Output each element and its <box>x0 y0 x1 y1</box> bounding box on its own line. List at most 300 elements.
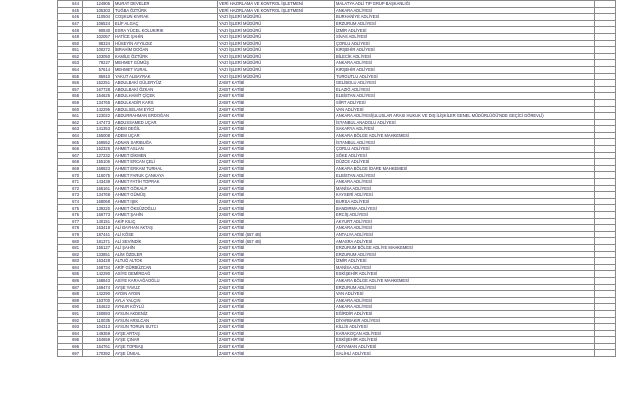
empty-cell <box>595 53 616 60</box>
row-number-cell: 683 <box>58 258 83 265</box>
registry-number-cell: 85910 <box>83 73 114 80</box>
registry-number-cell: 152326 <box>83 146 114 153</box>
empty-cell <box>595 113 616 120</box>
full-name-cell: AHMET FARUK ÇANKAYA <box>114 172 218 179</box>
table-row <box>58 7 616 14</box>
row-number-cell: 647 <box>58 20 83 27</box>
row-number-cell: 668 <box>58 159 83 166</box>
empty-cell <box>595 258 616 265</box>
table-row <box>58 179 616 186</box>
job-title-cell: ZABIT KATİBİ <box>218 99 335 106</box>
registry-number-cell: 141353 <box>83 126 114 133</box>
table-row <box>58 73 616 80</box>
row-number-cell: 653 <box>58 60 83 67</box>
registry-number-cell: 79227 <box>83 60 114 67</box>
row-number-cell: 665 <box>58 139 83 146</box>
empty-cell <box>595 179 616 186</box>
row-number-cell: 694 <box>58 330 83 337</box>
row-number-cell: 650 <box>58 40 83 47</box>
empty-cell <box>595 126 616 133</box>
empty-cell <box>595 264 616 271</box>
row-number-cell: 655 <box>58 73 83 80</box>
job-title-cell: ZABIT KATİBİ <box>218 212 335 219</box>
assigned-unit-cell: SİİRT ADLİYESİ <box>335 99 595 106</box>
registry-number-cell: 168068 <box>83 198 114 205</box>
assigned-unit-cell: ERZURUM BÖLGE ADLİYE MAHKEMESİ <box>335 244 595 251</box>
assigned-unit-cell: KİLLİS ADLİYESİ <box>335 324 595 331</box>
empty-cell <box>595 251 616 258</box>
registry-number-cell: 142290 <box>83 271 114 278</box>
empty-cell <box>595 60 616 67</box>
empty-cell <box>595 225 616 232</box>
job-title-cell: ZABIT KATİBİ <box>218 126 335 133</box>
job-title-cell: ZABIT KATİBİ (657 4B) <box>218 231 335 238</box>
row-number-cell: 654 <box>58 66 83 73</box>
job-title-cell: YAZI İŞLERİ MÜDÜRÜ <box>218 33 335 40</box>
registry-number-cell: 153700 <box>83 297 114 304</box>
table-row <box>58 225 616 232</box>
empty-cell <box>595 218 616 225</box>
registry-number-cell: 153428 <box>83 258 114 265</box>
empty-cell <box>595 238 616 245</box>
empty-cell <box>595 350 616 357</box>
assigned-unit-cell: KIRŞEHİR ADLİYESİ <box>335 66 595 73</box>
registry-number-cell: 140151 <box>83 218 114 225</box>
empty-cell <box>595 277 616 284</box>
registry-number-cell: 168843 <box>83 277 114 284</box>
assigned-unit-cell: ÇORLU ADLİYESİ <box>335 40 595 47</box>
registry-number-cell: 155008 <box>83 132 114 139</box>
job-title-cell: ZABIT KATİBİ <box>218 159 335 166</box>
full-name-cell: ASİYE DEMİRDAĞ <box>114 271 218 278</box>
row-number-cell: 678 <box>58 225 83 232</box>
row-number-cell: 697 <box>58 350 83 357</box>
row-number-cell: 692 <box>58 317 83 324</box>
table-row <box>58 343 616 350</box>
job-title-cell: VERİ HAZIRLAMA VE KONTROL İŞLETMENİ <box>218 7 335 14</box>
empty-cell <box>595 297 616 304</box>
full-name-cell: COŞKUN KIVRAK <box>114 14 218 21</box>
registry-number-cell: 149359 <box>83 330 114 337</box>
registry-number-cell: 104313 <box>83 324 114 331</box>
full-name-cell: AHMET IŞIK <box>114 198 218 205</box>
job-title-cell: ZABIT KATİBİ <box>218 198 335 205</box>
registry-number-cell: 154625 <box>83 93 114 100</box>
row-number-cell: 675 <box>58 205 83 212</box>
assigned-unit-cell: TURGUTLU ADLİYESİ <box>335 73 595 80</box>
full-name-cell: AHMET ERKAM TURHAL <box>114 165 218 172</box>
row-number-cell: 687 <box>58 284 83 291</box>
registry-number-cell: 152251 <box>83 80 114 87</box>
table-row <box>58 277 616 284</box>
assigned-unit-cell: ERZURUM ADLİYESİ <box>335 284 595 291</box>
registry-number-cell: 142295 <box>83 106 114 113</box>
job-title-cell: ZABIT KATİBİ <box>218 80 335 87</box>
row-number-cell: 652 <box>58 53 83 60</box>
job-title-cell: YAZI İŞLERİ MÜDÜRÜ <box>218 40 335 47</box>
assigned-unit-cell: VAN ADLİYESİ <box>335 291 595 298</box>
empty-cell <box>595 47 616 54</box>
full-name-cell: ALİ SEVİNDİK <box>114 238 218 245</box>
registry-number-cell: 133851 <box>83 251 114 258</box>
empty-cell <box>595 33 616 40</box>
row-number-cell: 644 <box>58 1 83 8</box>
assigned-unit-cell: SİVAS ADLİYESİ <box>335 33 595 40</box>
assigned-unit-cell: DİYARBAKIR ADLİYESİ <box>335 317 595 324</box>
row-number-cell: 663 <box>58 126 83 133</box>
job-title-cell: YAZI İŞLERİ MÜDÜRÜ <box>218 20 335 27</box>
empty-cell <box>595 86 616 93</box>
full-name-cell: AHMET GÖKALP <box>114 185 218 192</box>
registry-number-cell: 153418 <box>83 225 114 232</box>
assigned-unit-cell: ANKARA BÖLGE İDARE MAHKEMESİ <box>335 165 595 172</box>
row-number-cell: 688 <box>58 291 83 298</box>
full-name-cell: ALTUĞ ALTOK <box>114 258 218 265</box>
assigned-unit-cell: GELİBOLU ADLİYESİ <box>335 80 595 87</box>
row-number-cell: 695 <box>58 337 83 344</box>
full-name-cell: AHMET ÖKSÜZOĞLU <box>114 205 218 212</box>
job-title-cell: YAZI İŞLERİ MÜDÜRÜ <box>218 60 335 67</box>
row-number-cell: 656 <box>58 80 83 87</box>
job-title-cell: ZABIT KATİBİ <box>218 113 335 120</box>
full-name-cell: AYSUN ARSLCAN <box>114 317 218 324</box>
row-number-cell: 682 <box>58 251 83 258</box>
assigned-unit-cell: ANKARA BÖLGE ADLİYE MAHKEMESİ <box>335 132 595 139</box>
assigned-unit-cell: ESKİŞEHİR ADLİYESİ <box>335 337 595 344</box>
full-name-cell: İBRAHİM DOĞAN <box>114 47 218 54</box>
empty-cell <box>595 172 616 179</box>
table-row <box>58 139 616 146</box>
table-row <box>58 264 616 271</box>
assigned-unit-cell: BANDIRMA ADLİYESİ <box>335 205 595 212</box>
job-title-cell: ZABIT KATİBİ <box>218 225 335 232</box>
job-title-cell: ZABIT KATİBİ <box>218 119 335 126</box>
empty-cell <box>595 27 616 34</box>
row-number-cell: 670 <box>58 172 83 179</box>
registry-number-cell: 100272 <box>83 47 114 54</box>
table-row <box>58 244 616 251</box>
row-number-cell: 689 <box>58 297 83 304</box>
table-row <box>58 297 616 304</box>
registry-number-cell: 105303 <box>83 7 114 14</box>
assigned-unit-cell: ANKARA BÖLGE ADLİYE MAHKEMESİ <box>335 277 595 284</box>
row-number-cell: 671 <box>58 179 83 186</box>
job-title-cell: ZABIT KATİBİ <box>218 152 335 159</box>
assigned-unit-cell: ANKARA ADLİYESİ <box>335 60 595 67</box>
registry-number-cell: 127232 <box>83 152 114 159</box>
job-title-cell: ZABIT KATİBİ <box>218 205 335 212</box>
registry-number-cell: 143439 <box>83 179 114 186</box>
assigned-unit-cell: ERZURUM ADLİYESİ <box>335 251 595 258</box>
row-number-cell: 661 <box>58 113 83 120</box>
job-title-cell: ZABIT KATİBİ <box>218 258 335 265</box>
assigned-unit-cell: İSTANBUL ANADOLU ADLİYESİ <box>335 119 595 126</box>
job-title-cell: YAZI İŞLERİ MÜDÜRÜ <box>218 47 335 54</box>
table-row <box>58 53 616 60</box>
table-row <box>58 40 616 47</box>
row-number-cell: 672 <box>58 185 83 192</box>
table-row <box>58 185 616 192</box>
assigned-unit-cell: ANKARA ADLİYESİ(ULUSLAR ARASI HUKUK VE DIŞ İLİŞKİLER GENEL MÜDÜRLÜĞÜ'NDE GEÇİCİ GÖREVLİ) <box>335 113 595 120</box>
table-row <box>58 93 616 100</box>
full-name-cell: ABDULBAKİ ÖZKAN <box>114 86 218 93</box>
registry-number-cell: 167728 <box>83 86 114 93</box>
job-title-cell: ZABIT KATİBİ <box>218 146 335 153</box>
row-number-cell: 696 <box>58 343 83 350</box>
table-row <box>58 27 616 34</box>
assigned-unit-cell: ANKARA ADLİYESİ <box>335 304 595 311</box>
empty-cell <box>595 80 616 87</box>
empty-cell <box>595 212 616 219</box>
empty-cell <box>595 20 616 27</box>
table-row <box>58 238 616 245</box>
table-row <box>58 271 616 278</box>
registry-number-cell: 154761 <box>83 343 114 350</box>
registry-number-cell: 142290 <box>83 291 114 298</box>
registry-number-cell: 150893 <box>83 310 114 317</box>
empty-cell <box>595 205 616 212</box>
full-name-cell: ELİF ALGAÇ <box>114 20 218 27</box>
registry-number-cell: 154659 <box>83 337 114 344</box>
full-name-cell: ABDURRAHMAN ERDOĞAN <box>114 113 218 120</box>
table-row <box>58 310 616 317</box>
registry-number-cell: 166773 <box>83 212 114 219</box>
row-number-cell: 649 <box>58 33 83 40</box>
assigned-unit-cell: MANİSA ADLİYESİ <box>335 264 595 271</box>
assigned-unit-cell: ÇORLU ADLİYESİ <box>335 146 595 153</box>
assigned-unit-cell: ELBİSTAN ADLİYESİ <box>335 172 595 179</box>
table-row <box>58 337 616 344</box>
full-name-cell: AYŞE ÜNSAL <box>114 350 218 357</box>
row-number-cell: 673 <box>58 192 83 199</box>
job-title-cell: ZABIT KATİBİ <box>218 317 335 324</box>
full-name-cell: AHMET ŞAHİN <box>114 212 218 219</box>
full-name-cell: TUĞBA ÖZTÜRK <box>114 7 218 14</box>
assigned-unit-cell: KAYSERİ ADLİYESİ <box>335 192 595 199</box>
job-title-cell: ZABIT KATİBİ <box>218 297 335 304</box>
full-name-cell: AYŞE YAVUZ <box>114 284 218 291</box>
assigned-unit-cell: İZMİR ADLİYESİ <box>335 27 595 34</box>
registry-number-cell: 110035 <box>83 317 114 324</box>
empty-cell <box>595 165 616 172</box>
registry-number-cell: 124906 <box>83 1 114 8</box>
full-name-cell: HATİCE ŞAHİN <box>114 33 218 40</box>
empty-cell <box>595 185 616 192</box>
row-number-cell: 693 <box>58 324 83 331</box>
full-name-cell: ABDULKADİR KARS <box>114 99 218 106</box>
empty-cell <box>595 310 616 317</box>
empty-cell <box>595 231 616 238</box>
empty-cell <box>595 324 616 331</box>
full-name-cell: MEHMET GÜMÜŞ <box>114 60 218 67</box>
full-name-cell: AYŞE ARTAŞ <box>114 330 218 337</box>
job-title-cell: ZABIT KATİBİ <box>218 179 335 186</box>
registry-number-cell: 116075 <box>83 172 114 179</box>
job-title-cell: ZABIT KATİBİ <box>218 139 335 146</box>
row-number-cell: 662 <box>58 119 83 126</box>
job-title-cell: ZABIT KATİBİ <box>218 264 335 271</box>
empty-cell <box>595 343 616 350</box>
job-title-cell: ZABIT KATİBİ <box>218 343 335 350</box>
full-name-cell: HÜSEYİN AYYILDIZ <box>114 40 218 47</box>
row-number-cell: 648 <box>58 27 83 34</box>
assigned-unit-cell: MANİSA ADLİYESİ <box>335 185 595 192</box>
row-number-cell: 677 <box>58 218 83 225</box>
empty-cell <box>595 1 616 8</box>
table-row <box>58 218 616 225</box>
table-row <box>58 212 616 219</box>
full-name-cell: AHMET ERCAN ÇELİ <box>114 159 218 166</box>
registry-number-cell: 154622 <box>83 304 114 311</box>
table-row <box>58 284 616 291</box>
table-row <box>58 113 616 120</box>
assigned-unit-cell: VAN ADLİYESİ <box>335 106 595 113</box>
registry-number-cell: 110504 <box>83 14 114 21</box>
table-row <box>58 159 616 166</box>
row-number-cell: 667 <box>58 152 83 159</box>
assigned-unit-cell: ADIYAMAN ADLİYESİ <box>335 343 595 350</box>
job-title-cell: YAZI İŞLERİ MÜDÜRÜ <box>218 14 335 21</box>
assigned-unit-cell: BURSA ADLİYESİ <box>335 198 595 205</box>
full-name-cell: ABDUSSAMED UÇAR <box>114 119 218 126</box>
empty-cell <box>595 330 616 337</box>
personnel-table-body <box>58 1 616 357</box>
job-title-cell: YAZI İŞLERİ MÜDÜRÜ <box>218 27 335 34</box>
full-name-cell: ALİ BAYHAN AKTAŞ <box>114 225 218 232</box>
empty-cell <box>595 291 616 298</box>
row-number-cell: 659 <box>58 99 83 106</box>
empty-cell <box>595 304 616 311</box>
full-name-cell: KAMİLE ÖZTÜRK <box>114 53 218 60</box>
row-number-cell: 684 <box>58 264 83 271</box>
full-name-cell: AKİF KILIÇ <box>114 218 218 225</box>
table-row <box>58 86 616 93</box>
row-number-cell: 657 <box>58 86 83 93</box>
registry-number-cell: 147473 <box>83 119 114 126</box>
assigned-unit-cell: ANKARA ADLİYESİ <box>335 7 595 14</box>
job-title-cell: ZABIT KATİBİ <box>218 106 335 113</box>
full-name-cell: ADEM DEĞİL <box>114 126 218 133</box>
assigned-unit-cell: ELBİSTAN ADLİYESİ <box>335 93 595 100</box>
job-title-cell: VERİ HAZIRLAMA VE KONTROL İŞLETMENİ <box>218 1 335 8</box>
assigned-unit-cell: DÜZCE ADLİYESİ <box>335 159 595 166</box>
job-title-cell: ZABIT KATİBİ <box>218 330 335 337</box>
row-number-cell: 658 <box>58 93 83 100</box>
empty-cell <box>595 271 616 278</box>
job-title-cell: ZABIT KATİBİ <box>218 86 335 93</box>
job-title-cell: ZABIT KATİBİ <box>218 192 335 199</box>
registry-number-cell: 134765 <box>83 99 114 106</box>
empty-cell <box>595 159 616 166</box>
registry-number-cell: 106524 <box>83 20 114 27</box>
full-name-cell: ABDULBAKİ GÜLERYÜZ <box>114 80 218 87</box>
assigned-unit-cell: BİLECİK ADLİYESİ <box>335 53 595 60</box>
table-row <box>58 119 616 126</box>
empty-cell <box>595 198 616 205</box>
full-name-cell: YAKUT ALBAYRAK <box>114 73 218 80</box>
row-number-cell: 669 <box>58 165 83 172</box>
row-number-cell: 690 <box>58 304 83 311</box>
assigned-unit-cell: EĞİRDİR ADLİYESİ <box>335 310 595 317</box>
full-name-cell: ALİ KÖSE <box>114 231 218 238</box>
job-title-cell: ZABIT KATİBİ <box>218 244 335 251</box>
table-row <box>58 172 616 179</box>
assigned-unit-cell: ANKARA ADLİYESİ <box>335 297 595 304</box>
registry-number-cell: 166161 <box>83 185 114 192</box>
empty-cell <box>595 132 616 139</box>
assigned-unit-cell: BURHANİYE ADLİYESİ <box>335 14 595 21</box>
job-title-cell: ZABIT KATİBİ (657 4B) <box>218 238 335 245</box>
job-title-cell: ZABIT KATİBİ <box>218 218 335 225</box>
row-number-cell: 679 <box>58 231 83 238</box>
row-number-cell: 680 <box>58 238 83 245</box>
row-number-cell: 674 <box>58 198 83 205</box>
empty-cell <box>595 106 616 113</box>
job-title-cell: ZABIT KATİBİ <box>218 277 335 284</box>
empty-cell <box>595 66 616 73</box>
registry-number-cell: 90840 <box>83 27 114 34</box>
empty-cell <box>595 119 616 126</box>
assigned-unit-cell: SALİHLİ ADLİYESİ <box>335 350 595 357</box>
table-row <box>58 146 616 153</box>
table-row <box>58 106 616 113</box>
job-title-cell: ZABIT KATİBİ <box>218 291 335 298</box>
row-number-cell: 685 <box>58 271 83 278</box>
empty-cell <box>595 93 616 100</box>
registry-number-cell: 155127 <box>83 244 114 251</box>
registry-number-cell: 155106 <box>83 159 114 166</box>
table-row <box>58 33 616 40</box>
assigned-unit-cell: ESKİŞEHİR ADLİYESİ <box>335 271 595 278</box>
table-row <box>58 132 616 139</box>
empty-cell <box>595 146 616 153</box>
registry-number-cell: 169474 <box>83 284 114 291</box>
registry-number-cell: 168734 <box>83 264 114 271</box>
assigned-unit-cell: AMASRA ADLİYESİ <box>335 238 595 245</box>
full-name-cell: ADEM UÇAR <box>114 132 218 139</box>
table-row <box>58 324 616 331</box>
assigned-unit-cell: SÖKE ADLİYESİ <box>335 152 595 159</box>
table-row <box>58 99 616 106</box>
job-title-cell: ZABIT KATİBİ <box>218 337 335 344</box>
full-name-cell: AYŞE ÇINAR <box>114 337 218 344</box>
empty-cell <box>595 152 616 159</box>
empty-cell <box>595 317 616 324</box>
empty-cell <box>595 337 616 344</box>
assigned-unit-cell: ANTALYA ADLİYESİ <box>335 231 595 238</box>
full-name-cell: ADNAN SARIBUĞA <box>114 139 218 146</box>
registry-number-cell: 168823 <box>83 165 114 172</box>
full-name-cell: AHMET GÜMÜŞ <box>114 192 218 199</box>
row-number-cell: 686 <box>58 277 83 284</box>
table-row <box>58 20 616 27</box>
registry-number-cell: 57614 <box>83 66 114 73</box>
table-row <box>58 126 616 133</box>
row-number-cell: 666 <box>58 146 83 153</box>
full-name-cell: AYLA YALÇIN <box>114 297 218 304</box>
table-row <box>58 205 616 212</box>
full-name-cell: ASİYE KARAAĞAOĞLU <box>114 277 218 284</box>
assigned-unit-cell: ANKARA ADLİYESİ <box>335 225 595 232</box>
table-row <box>58 80 616 87</box>
job-title-cell: YAZI İŞLERİ MÜDÜRÜ <box>218 53 335 60</box>
empty-cell <box>595 139 616 146</box>
full-name-cell: ALİM ÖZDLER <box>114 251 218 258</box>
assigned-unit-cell: ELAZIĞ ADLİYESİ <box>335 86 595 93</box>
assigned-unit-cell: İZMİR ADLİYESİ <box>335 258 595 265</box>
table-row <box>58 47 616 54</box>
row-number-cell: 645 <box>58 7 83 14</box>
